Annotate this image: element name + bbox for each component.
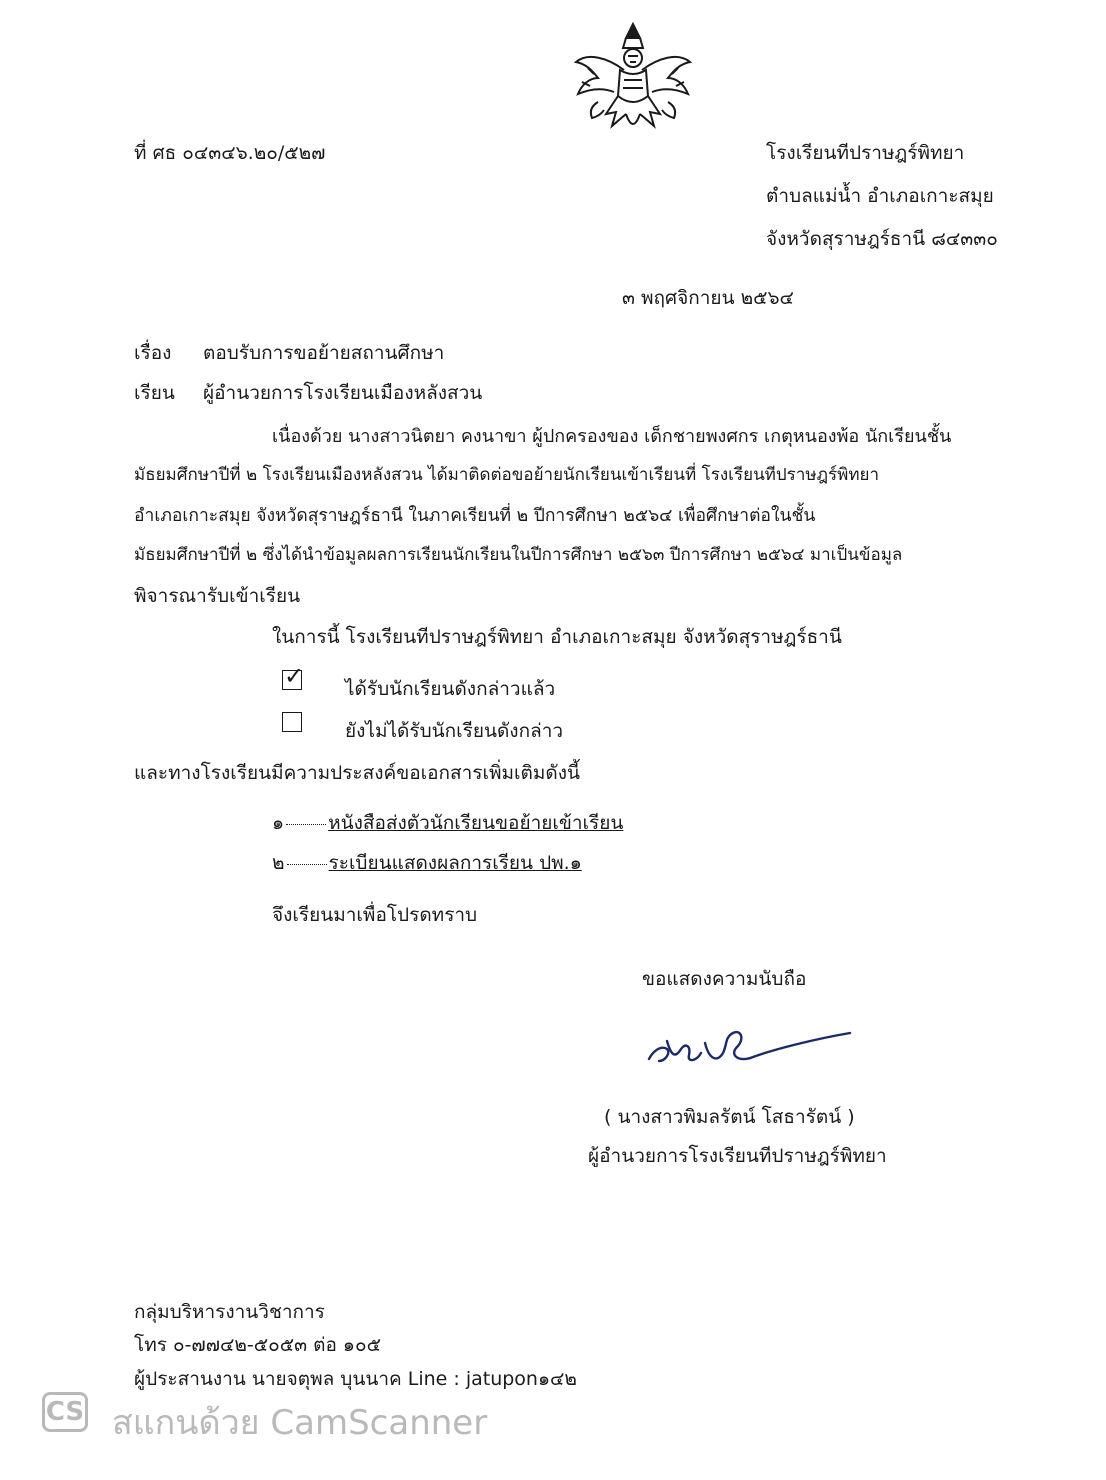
document-item bbox=[272, 848, 582, 878]
subject-text: ตอบรับการขอย้ายสถานศึกษา bbox=[203, 342, 445, 364]
closing-request: จึงเรียนมาเพื่อโปรดทราบ bbox=[272, 904, 478, 926]
body-line: เนื่องด้วย นางสาวนิตยา คงนาขา ผู้ปกครองของ เด็กชายพงศกร เกตุหนองพ้อ นักเรียนชั้น bbox=[272, 426, 952, 447]
option-received-label: ได้รับนักเรียนดังกล่าวแล้ว bbox=[345, 678, 556, 700]
regards: ขอแสดงความนับถือ bbox=[642, 968, 807, 990]
document-text: หนังสือส่งตัวนักเรียนขอย้ายเข้าเรียน bbox=[328, 812, 624, 834]
school-name: โรงเรียนทีปราษฎร์พิทยา bbox=[766, 142, 965, 164]
school-district: ตำบลแม่น้ำ อำเภอเกาะสมุย bbox=[766, 185, 994, 207]
camscanner-watermark: สแกนด้วย CamScanner bbox=[112, 1403, 488, 1443]
document-text: ระเบียนแสดงผลการเรียน ปพ.๑ bbox=[328, 852, 582, 874]
request-line: และทางโรงเรียนมีความประสงค์ขอเอกสารเพิ่มเติมดังนี้ bbox=[134, 762, 581, 784]
signer-title: ผู้อำนวยการโรงเรียนทีปราษฎร์พิทยา bbox=[588, 1145, 887, 1167]
footer-phone: โทร ๐-๗๗๔๒-๕๐๕๓ ต่อ ๑๐๕ bbox=[134, 1334, 381, 1356]
signer-name: ( นางสาวพิมลรัตน์ โสธารัตน์ ) bbox=[604, 1106, 855, 1128]
recipient-label: เรียน bbox=[134, 382, 175, 404]
dotted-leader bbox=[286, 824, 326, 825]
checkbox-icon bbox=[282, 662, 305, 690]
body-line: อำเภอเกาะสมุย จังหวัดสุราษฎร์ธานี ในภาคเรียนที่ ๒ ปีการศึกษา ๒๕๖๔ เพื่อศึกษาต่อในชั้น bbox=[134, 506, 816, 526]
camscanner-logo: CS bbox=[42, 1392, 88, 1432]
option-not-received-label: ยังไม่ได้รับนักเรียนดังกล่าว bbox=[345, 720, 564, 742]
paragraph-two: ในการนี้ โรงเรียนทีปราษฎร์พิทยา อำเภอเกาะสมุย จังหวัดสุราษฎร์ธานี bbox=[272, 626, 842, 648]
garuda-emblem-icon bbox=[568, 18, 698, 138]
dotted-leader bbox=[287, 864, 327, 865]
signature bbox=[645, 1015, 855, 1075]
footer-coordinator: ผู้ประสานงาน นายจตุพล บุนนาค Line : jatupon๑๔๒ bbox=[134, 1368, 577, 1390]
document-item bbox=[272, 808, 623, 838]
subject-label: เรื่อง bbox=[134, 342, 172, 364]
body-line: พิจารณารับเข้าเรียน bbox=[134, 585, 301, 607]
recipient-text: ผู้อำนวยการโรงเรียนเมืองหลังสวน bbox=[203, 382, 483, 404]
document-number: ๑ bbox=[272, 812, 285, 834]
body-line: มัธยมศึกษาปีที่ ๒ โรงเรียนเมืองหลังสวน ได้มาติดต่อขอย้ายนักเรียนเข้าเรียนที่ โรงเรียนทีปราษฎร์พิทยา bbox=[134, 465, 880, 485]
checkmark-icon: ✓ bbox=[284, 662, 305, 690]
body-line: มัธยมศึกษาปีที่ ๒ ซึ่งได้นำข้อมูลผลการเรียนนักเรียนในปีการศึกษา ๒๕๖๓ ปีการศึกษา ๒๕๖๔ มาเป็นข้อมูล bbox=[134, 545, 903, 565]
footer-department: กลุ่มบริหารงานวิชาการ bbox=[134, 1301, 325, 1323]
document-number: ๒ bbox=[272, 852, 285, 874]
school-province: จังหวัดสุราษฎร์ธานี ๘๔๓๓๐ bbox=[766, 228, 998, 250]
letter-date: ๓ พฤศจิกายน ๒๕๖๔ bbox=[622, 287, 794, 309]
checkbox-icon bbox=[282, 712, 302, 732]
reference-number: ที่ ศธ ๐๔๓๔๖.๒๐/๕๒๗ bbox=[134, 142, 326, 164]
